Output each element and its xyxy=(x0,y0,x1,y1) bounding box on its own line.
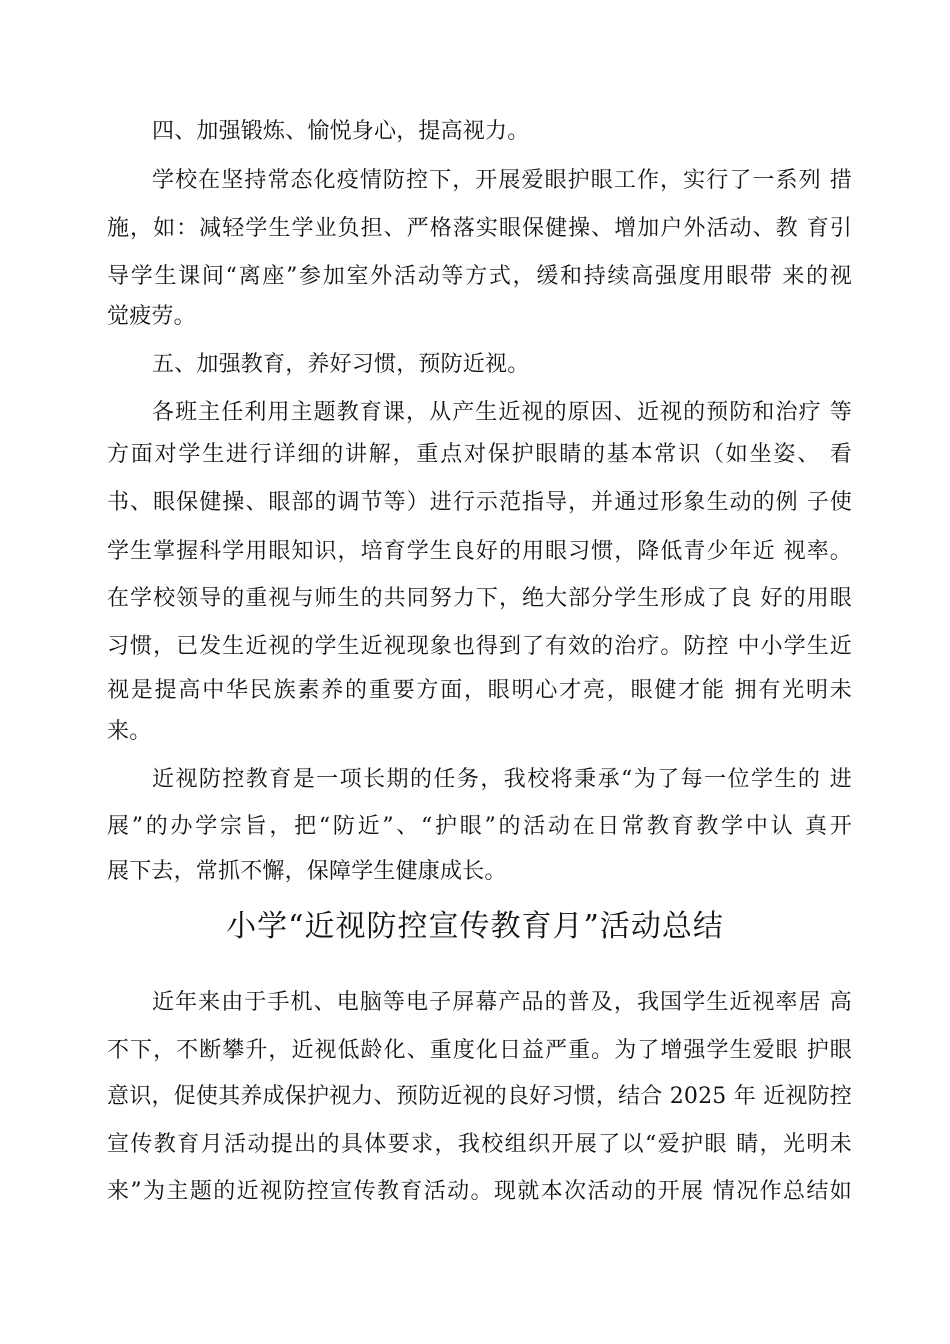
closing-paragraph-line: 展”的办学宗旨，把“防近”、“护眼”的活动在日常教育教学中认 真开 xyxy=(107,814,852,839)
section-4-heading: 四、加强锻炼、愉悦身心，提高视力。 xyxy=(152,119,530,144)
section-5-heading: 五、加强教育，养好习惯，预防近视。 xyxy=(152,352,530,377)
section-5-paragraph-line: 在学校领导的重视与师生的共同努力下，绝大部分学生形成了良 好的用眼 xyxy=(107,586,852,611)
section-5-paragraph-line: 来。 xyxy=(107,719,152,744)
section-5-paragraph-line: 习惯，已发生近视的学生近视现象也得到了有效的治疗。防控 中小学生近 xyxy=(107,634,852,659)
closing-paragraph-line: 近视防控教育是一项长期的任务，我校将秉承“为了每一位学生的 进 xyxy=(152,767,852,792)
section-4-paragraph-line: 觉疲劳。 xyxy=(107,304,196,329)
section-4-paragraph-line: 学校在坚持常态化疫情防控下，开展爱眼护眼工作，实行了一系列 措 xyxy=(152,168,852,193)
section-5-paragraph-line: 书、眼保健操、眼部的调节等）进行示范指导，并通过形象生动的例 子使 xyxy=(107,490,852,515)
closing-paragraph-line: 展下去，常抓不懈，保障学生健康成长。 xyxy=(107,859,507,884)
intro-paragraph-line: 来”为主题的近视防控宣传教育活动。现就本次活动的开展 情况作总结如 xyxy=(107,1179,852,1204)
intro-paragraph-line: 不下，不断攀升，近视低龄化、重度化日益严重。为了增强学生爱眼 护眼 xyxy=(107,1038,852,1063)
section-4-paragraph-line: 导学生课间“离座”参加室外活动等方式，缓和持续高强度用眼带 来的视 xyxy=(107,264,852,289)
intro-paragraph-line: 宣传教育月活动提出的具体要求，我校组织开展了以“爱护眼 睛，光明未 xyxy=(107,1132,852,1157)
section-4-paragraph-line: 施，如：减轻学生学业负担、严格落实眼保健操、增加户外活动、教 育引 xyxy=(107,216,852,241)
intro-paragraph-line: 近年来由于手机、电脑等电子屏幕产品的普及，我国学生近视率居 高 xyxy=(152,990,852,1015)
document-title: 小学“近视防控宣传教育月”活动总结 xyxy=(226,909,724,944)
intro-paragraph-line: 意识，促使其养成保护视力、预防近视的良好习惯，结合 2025 年 近视防控 xyxy=(107,1084,852,1109)
section-5-paragraph-line: 各班主任利用主题教育课，从产生近视的原因、近视的预防和治疗 等 xyxy=(152,400,852,425)
section-5-paragraph-line: 视是提高中华民族素养的重要方面，眼明心才亮，眼健才能 拥有光明未 xyxy=(107,678,852,703)
section-5-paragraph-line: 方面对学生进行详细的讲解，重点对保护眼睛的基本常识（如坐姿、 看 xyxy=(107,442,852,467)
section-5-paragraph-line: 学生掌握科学用眼知识，培育学生良好的用眼习惯，降低青少年近 视率。 xyxy=(107,539,852,564)
